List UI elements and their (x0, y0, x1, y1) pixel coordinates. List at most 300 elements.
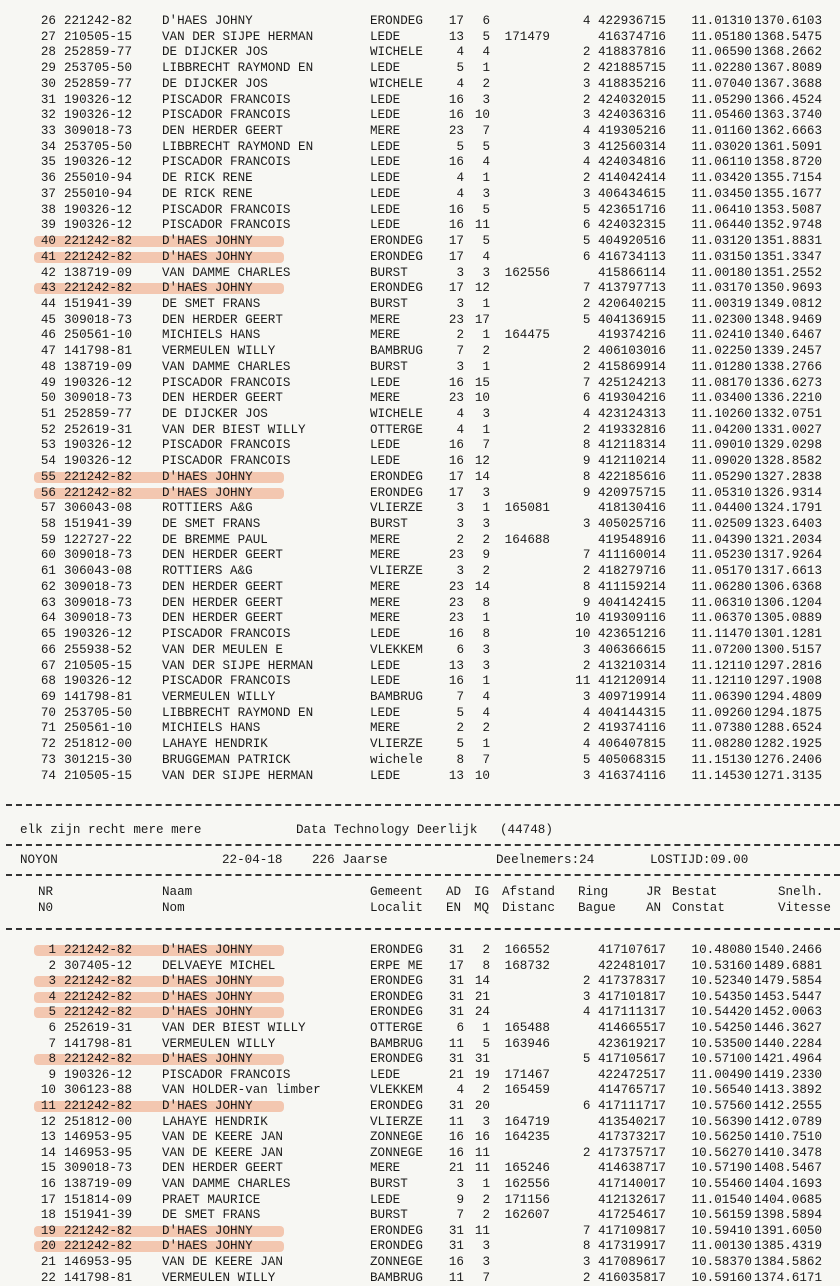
cell-ad: 23 (448, 391, 464, 406)
cell-ad: 11 (448, 1114, 464, 1129)
cell-name: DE DIJCKER JOS (162, 45, 268, 60)
cell-locality: LEDE (370, 438, 401, 453)
cell-speed: 1338.2766 (754, 359, 823, 374)
table-row (0, 139, 840, 155)
cell-ring: 8 417319917 (582, 1239, 666, 1254)
cell-bestat: 11.09020 (691, 454, 752, 469)
cell-name: MICHIELS HANS (162, 721, 261, 736)
cell-speed: 1321.2034 (754, 532, 823, 547)
cell-name: DE SMET FRANS (162, 296, 261, 311)
cell-name: LIBBRECHT RAYMOND EN (162, 705, 314, 720)
col-speed: Snelh. (778, 885, 824, 899)
cell-locality: LEDE (370, 1192, 401, 1207)
cell-ring-owner: 190326-12 (64, 202, 133, 217)
cell-ring: 11 412120914 (575, 674, 666, 689)
table-row (0, 1051, 840, 1067)
cell-ring: 6 417111717 (582, 1099, 666, 1113)
cell-ring: 7 413797713 (582, 281, 666, 296)
cell-ad: 8 (456, 752, 464, 767)
cell-ring: 3 406434615 (582, 186, 666, 201)
cell-ad: 16 (448, 1130, 464, 1145)
cell-rank: 44 (40, 296, 56, 311)
cell-ig: 5 (482, 139, 490, 154)
cell-rank: 29 (40, 61, 56, 76)
cell-speed: 1323.6403 (754, 517, 823, 532)
cell-ad: 4 (456, 45, 464, 60)
cell-ring: 4 417111317 (582, 1005, 666, 1020)
cell-speed: 1294.1875 (754, 705, 823, 720)
cell-ring: 9 412110214 (582, 454, 666, 469)
cell-ad: 16 (448, 92, 464, 107)
cell-ig: 3 (482, 642, 490, 657)
cell-name: VAN DER SIJPE HERMAN (162, 658, 314, 673)
cell-locality: BURST (370, 1208, 408, 1223)
cell-speed: 1363.3740 (754, 108, 823, 123)
col-distance-fr: Distanc (502, 901, 555, 915)
table-row (0, 437, 840, 453)
cell-bestat: 11.06370 (691, 611, 752, 626)
cell-ad: 7 (456, 344, 464, 359)
table-row (0, 375, 840, 391)
cell-ring: 418130416 (597, 501, 666, 516)
cell-ad: 16 (448, 1255, 464, 1269)
cell-ring-owner: 141798-81 (64, 1036, 133, 1051)
cell-ad: 5 (456, 737, 464, 752)
cell-ad: 16 (448, 454, 464, 469)
col-locality: Gemeent (370, 885, 423, 899)
cell-rank: 41 (40, 249, 56, 264)
cell-name: PISCADOR FRANCOIS (162, 92, 291, 107)
cell-bestat: 11.03450 (691, 186, 752, 201)
cell-bestat: 11.02280 (691, 61, 752, 76)
cell-ring-owner: 221242-82 (64, 234, 133, 249)
table-row (0, 312, 840, 328)
table-row (0, 265, 840, 281)
table-row (0, 1207, 840, 1223)
cell-ring-owner: 309018-73 (64, 391, 133, 406)
table-row (0, 973, 840, 989)
cell-distance: 164688 (504, 532, 550, 547)
table-row (0, 989, 840, 1005)
cell-name: LIBBRECHT RAYMOND EN (162, 139, 314, 154)
cell-ig: 10 (474, 108, 490, 123)
cell-name: LIBBRECHT RAYMOND EN (162, 61, 314, 76)
cell-ring: 422481017 (597, 958, 666, 973)
cell-name: VERMEULEN WILLY (162, 1270, 276, 1285)
cell-ad: 31 (448, 1052, 464, 1067)
cell-ring: 2 416035817 (582, 1270, 666, 1285)
cell-speed: 1324.1791 (754, 501, 823, 516)
cell-ring: 3 417101817 (582, 989, 666, 1004)
cell-ig: 5 (482, 29, 490, 44)
cell-bestat: 11.12110 (691, 674, 752, 689)
cell-locality: MERE (370, 595, 401, 610)
cell-locality: ERONDEG (370, 989, 423, 1004)
cell-speed: 1419.2330 (754, 1067, 823, 1082)
cell-bestat: 10.56390 (691, 1114, 752, 1129)
cell-rank: 30 (40, 76, 56, 91)
cell-locality: BAMBRUG (370, 1270, 423, 1285)
cell-ad: 3 (456, 1177, 464, 1191)
cell-name: DEN HERDER GEERT (162, 1161, 283, 1176)
cell-name: DEN HERDER GEERT (162, 595, 283, 610)
cell-distance: 171156 (504, 1192, 550, 1207)
table-row (0, 579, 840, 595)
cell-name: VERMEULEN WILLY (162, 344, 276, 359)
race-place: NOYON (20, 853, 58, 867)
cell-ad: 23 (448, 312, 464, 327)
cell-rank: 11 (40, 1099, 56, 1113)
cell-bestat: 11.11470 (691, 627, 752, 642)
cell-name: D'HAES JOHNY (162, 989, 253, 1004)
cell-ig: 2 (482, 943, 490, 957)
cell-ring-owner: 151941-39 (64, 517, 133, 532)
cell-bestat: 11.03420 (691, 171, 752, 186)
cell-ad: 11 (448, 1036, 464, 1051)
table-row (0, 233, 840, 249)
cell-ring-owner: 221242-82 (64, 281, 133, 296)
cell-locality: LEDE (370, 155, 401, 170)
cell-rank: 27 (40, 29, 56, 44)
cell-speed: 1453.5447 (754, 989, 823, 1004)
cell-rank: 52 (40, 422, 56, 437)
cell-bestat: 11.03120 (691, 234, 752, 249)
cell-bestat: 10.56159 (691, 1208, 752, 1223)
cell-ring-owner: 309018-73 (64, 611, 133, 626)
cell-locality: wichele (370, 752, 423, 767)
cell-bestat: 11.15130 (691, 752, 752, 767)
cell-name: LAHAYE HENDRIK (162, 737, 268, 752)
cell-bestat: 11.01280 (691, 359, 752, 374)
cell-ig: 2 (482, 1208, 490, 1223)
cell-ring: 5 405068315 (582, 752, 666, 767)
cell-name: DEN HERDER GEERT (162, 312, 283, 327)
cell-locality: ERONDEG (370, 469, 423, 484)
table-row (0, 563, 840, 579)
cell-name: D'HAES JOHNY (162, 234, 253, 249)
table-row (0, 60, 840, 76)
cell-speed: 1421.4964 (754, 1052, 823, 1067)
cell-name: VAN DAMME CHARLES (162, 1177, 291, 1191)
table-row (0, 547, 840, 563)
cell-speed: 1391.6050 (754, 1223, 823, 1238)
cell-locality: LEDE (370, 171, 401, 186)
cell-rank: 47 (40, 344, 56, 359)
cell-bestat: 11.00319 (691, 296, 752, 311)
cell-ig: 7 (482, 438, 490, 453)
cell-ad: 31 (448, 1239, 464, 1254)
cell-speed: 1351.2552 (754, 265, 823, 280)
cell-ring-owner: 309018-73 (64, 548, 133, 563)
table-row (0, 1238, 840, 1254)
cell-ring-owner: 151941-39 (64, 296, 133, 311)
cell-rank: 49 (40, 375, 56, 390)
cell-speed: 1276.2406 (754, 752, 823, 767)
cell-locality: BURST (370, 296, 408, 311)
cell-ig: 3 (482, 658, 490, 673)
cell-distance: 171467 (504, 1067, 550, 1082)
cell-ig: 4 (482, 249, 490, 264)
cell-distance: 165488 (504, 1021, 550, 1035)
cell-ig: 20 (474, 1099, 490, 1113)
cell-rank: 46 (40, 328, 56, 343)
cell-ring-owner: 253705-50 (64, 139, 133, 154)
table-row (0, 469, 840, 485)
table-row (0, 92, 840, 108)
cell-speed: 1358.8720 (754, 155, 823, 170)
cell-rank: 17 (40, 1192, 56, 1207)
table-row (0, 1067, 840, 1083)
cell-bestat: 10.53160 (691, 958, 752, 973)
table-row (0, 1098, 840, 1114)
table-row (0, 768, 840, 784)
cell-bestat: 11.06440 (691, 218, 752, 233)
cell-rank: 53 (40, 438, 56, 453)
cell-ad: 13 (448, 658, 464, 673)
cell-ad: 31 (448, 1005, 464, 1020)
cell-bestat: 10.55460 (691, 1177, 752, 1191)
cell-ig: 1 (482, 171, 490, 186)
cell-ig: 1 (482, 1177, 490, 1191)
cell-bestat: 11.05310 (691, 485, 752, 500)
cell-ad: 4 (456, 422, 464, 437)
table-row (0, 406, 840, 422)
col-ring-fr: Bague (578, 901, 616, 915)
col-name: Naam (162, 885, 193, 899)
cell-rank: 63 (40, 595, 56, 610)
cell-ad: 21 (448, 1067, 464, 1082)
cell-ad: 3 (456, 296, 464, 311)
cell-ad: 31 (448, 1099, 464, 1113)
table-row (0, 170, 840, 186)
cell-ring-owner: 250561-10 (64, 328, 133, 343)
col-locality-fr: Localit (370, 901, 423, 915)
table-row (0, 942, 840, 958)
cell-ring-owner: 309018-73 (64, 595, 133, 610)
cell-rank: 42 (40, 265, 56, 280)
col-bestat-fr: Constat (672, 901, 725, 915)
cell-rank: 34 (40, 139, 56, 154)
table-row (0, 1176, 840, 1192)
cell-rank: 54 (40, 454, 56, 469)
cell-ad: 17 (448, 249, 464, 264)
cell-name: BRUGGEMAN PATRICK (162, 752, 291, 767)
table-row (0, 1082, 840, 1098)
cell-bestat: 10.56250 (691, 1130, 752, 1145)
cell-ig: 14 (474, 974, 490, 989)
cell-speed: 1351.3347 (754, 249, 823, 264)
cell-ring: 414638717 (597, 1161, 666, 1176)
cell-rank: 55 (40, 469, 56, 484)
cell-ring: 3 424036316 (582, 108, 666, 123)
cell-ring: 2 419332816 (582, 422, 666, 437)
cell-rank: 48 (40, 359, 56, 374)
cell-ring-owner: 221242-82 (64, 1005, 133, 1020)
banner-company: Data Technology Deerlijk (296, 823, 478, 837)
cell-speed: 1404.0685 (754, 1192, 823, 1207)
table-row (0, 296, 840, 312)
cell-rank: 38 (40, 202, 56, 217)
cell-ad: 16 (448, 627, 464, 642)
cell-ad: 23 (448, 548, 464, 563)
cell-locality: LEDE (370, 1067, 401, 1082)
table-row (0, 610, 840, 626)
cell-locality: MERE (370, 124, 401, 139)
cell-ig: 10 (474, 391, 490, 406)
cell-ig: 31 (474, 1052, 490, 1067)
cell-ig: 15 (474, 375, 490, 390)
cell-rank: 3 (48, 974, 56, 989)
cell-ig: 3 (482, 1255, 490, 1269)
table-row (0, 532, 840, 548)
cell-ring: 7 411160014 (582, 548, 666, 563)
cell-locality: ZONNEGE (370, 1255, 423, 1269)
cell-ring-owner: 251812-00 (64, 1114, 133, 1129)
table-row (0, 123, 840, 139)
cell-bestat: 11.06110 (691, 155, 752, 170)
cell-ig: 1 (482, 1021, 490, 1035)
cell-ad: 4 (456, 76, 464, 91)
cell-speed: 1282.1925 (754, 737, 823, 752)
cell-ring: 4 404144315 (582, 705, 666, 720)
cell-speed: 1412.2555 (754, 1099, 823, 1113)
cell-ad: 3 (456, 501, 464, 516)
cell-ring-owner: 221242-82 (64, 989, 133, 1004)
cell-ad: 13 (448, 768, 464, 783)
cell-ig: 4 (482, 689, 490, 704)
table-row (0, 422, 840, 438)
cell-ring-owner: 221242-82 (64, 1099, 133, 1113)
cell-locality: LEDE (370, 375, 401, 390)
cell-ring: 3 417089617 (582, 1255, 666, 1269)
cell-ring-owner: 252859-77 (64, 45, 133, 60)
col-ring: Ring (578, 885, 609, 899)
table-row (0, 29, 840, 45)
cell-rank: 50 (40, 391, 56, 406)
cell-ring-owner: 301215-30 (64, 752, 133, 767)
cell-bestat: 10.56540 (691, 1083, 752, 1098)
cell-speed: 1328.8582 (754, 454, 823, 469)
col-nr-fr: N0 (38, 901, 54, 915)
cell-speed: 1352.9748 (754, 218, 823, 233)
cell-ig: 1 (482, 61, 490, 76)
cell-ig: 2 (482, 532, 490, 547)
cell-name: D'HAES JOHNY (162, 469, 253, 484)
cell-bestat: 11.03150 (691, 249, 752, 264)
cell-ig: 8 (482, 958, 490, 973)
cell-bestat: 11.01160 (691, 124, 752, 139)
cell-ring: 3 416374116 (582, 768, 666, 783)
cell-name: MICHIELS HANS (162, 328, 261, 343)
table-row (0, 1114, 840, 1130)
banner-code: (44748) (500, 823, 553, 837)
cell-ring-owner: 190326-12 (64, 218, 133, 233)
cell-locality: LEDE (370, 705, 401, 720)
cell-name: DE SMET FRANS (162, 517, 261, 532)
cell-rank: 20 (40, 1239, 56, 1254)
cell-name: VERMEULEN WILLY (162, 689, 276, 704)
cell-ad: 17 (448, 958, 464, 973)
cell-speed: 1479.5854 (754, 974, 823, 989)
cell-speed: 1398.5894 (754, 1208, 823, 1223)
cell-ring-owner: 138719-09 (64, 359, 133, 374)
cell-rank: 12 (40, 1114, 56, 1129)
cell-speed: 1306.1204 (754, 595, 823, 610)
cell-ad: 23 (448, 579, 464, 594)
cell-ig: 9 (482, 548, 490, 563)
cell-rank: 65 (40, 627, 56, 642)
cell-name: D'HAES JOHNY (162, 14, 253, 28)
table-row (0, 500, 840, 516)
cell-name: DEN HERDER GEERT (162, 548, 283, 563)
cell-ring-owner: 151941-39 (64, 1208, 133, 1223)
cell-bestat: 11.02410 (691, 328, 752, 343)
cell-locality: MERE (370, 1161, 401, 1176)
cell-speed: 1370.6103 (754, 14, 823, 28)
cell-ring: 9 420975715 (582, 485, 666, 500)
cell-ad: 17 (448, 14, 464, 28)
cell-locality: LEDE (370, 108, 401, 123)
cell-bestat: 10.59160 (691, 1270, 752, 1285)
cell-ring-owner: 251812-00 (64, 737, 133, 752)
col-name-fr: Nom (162, 901, 185, 915)
cell-locality: LEDE (370, 658, 401, 673)
cell-ring: 2 421885715 (582, 61, 666, 76)
cell-ring: 7 425124213 (582, 375, 666, 390)
cell-name: DE DIJCKER JOS (162, 76, 268, 91)
cell-bestat: 11.10260 (691, 407, 752, 421)
banner-club: elk zijn recht mere mere (20, 823, 202, 837)
cell-ring-owner: 221242-82 (64, 1239, 133, 1254)
cell-locality: ERONDEG (370, 1239, 423, 1254)
cell-locality: MERE (370, 579, 401, 594)
cell-rank: 21 (40, 1255, 56, 1269)
table-row (0, 705, 840, 721)
cell-speed: 1367.3688 (754, 76, 823, 91)
cell-locality: BURST (370, 1177, 408, 1191)
cell-ring: 2 418837816 (582, 45, 666, 60)
cell-ad: 2 (456, 328, 464, 343)
cell-speed: 1351.8831 (754, 234, 823, 249)
cell-ad: 5 (456, 705, 464, 720)
table-row (0, 13, 840, 29)
table-row (0, 217, 840, 233)
cell-bestat: 11.07200 (691, 642, 752, 657)
cell-rank: 68 (40, 674, 56, 689)
cell-rank: 1 (48, 943, 56, 957)
cell-bestat: 11.01310 (691, 14, 752, 28)
cell-ad: 6 (456, 642, 464, 657)
cell-ad: 4 (456, 186, 464, 201)
cell-bestat: 11.09010 (691, 438, 752, 453)
race-category: 226 Jaarse (312, 853, 388, 867)
cell-ad: 23 (448, 611, 464, 626)
cell-distance: 165459 (504, 1083, 550, 1098)
cell-ig: 14 (474, 469, 490, 484)
cell-ig: 1 (482, 737, 490, 752)
cell-ring: 2 417378317 (582, 974, 666, 989)
cell-bestat: 10.54420 (691, 1005, 752, 1020)
cell-name: VERMEULEN WILLY (162, 1036, 276, 1051)
cell-rank: 56 (40, 485, 56, 500)
cell-ig: 1 (482, 611, 490, 626)
cell-bestat: 10.57100 (691, 1052, 752, 1067)
cell-ig: 1 (482, 328, 490, 343)
cell-ring: 4 406407815 (582, 737, 666, 752)
cell-ig: 1 (482, 296, 490, 311)
cell-speed: 1384.5862 (754, 1255, 823, 1269)
cell-name: DELVAEYE MICHEL (162, 958, 276, 973)
